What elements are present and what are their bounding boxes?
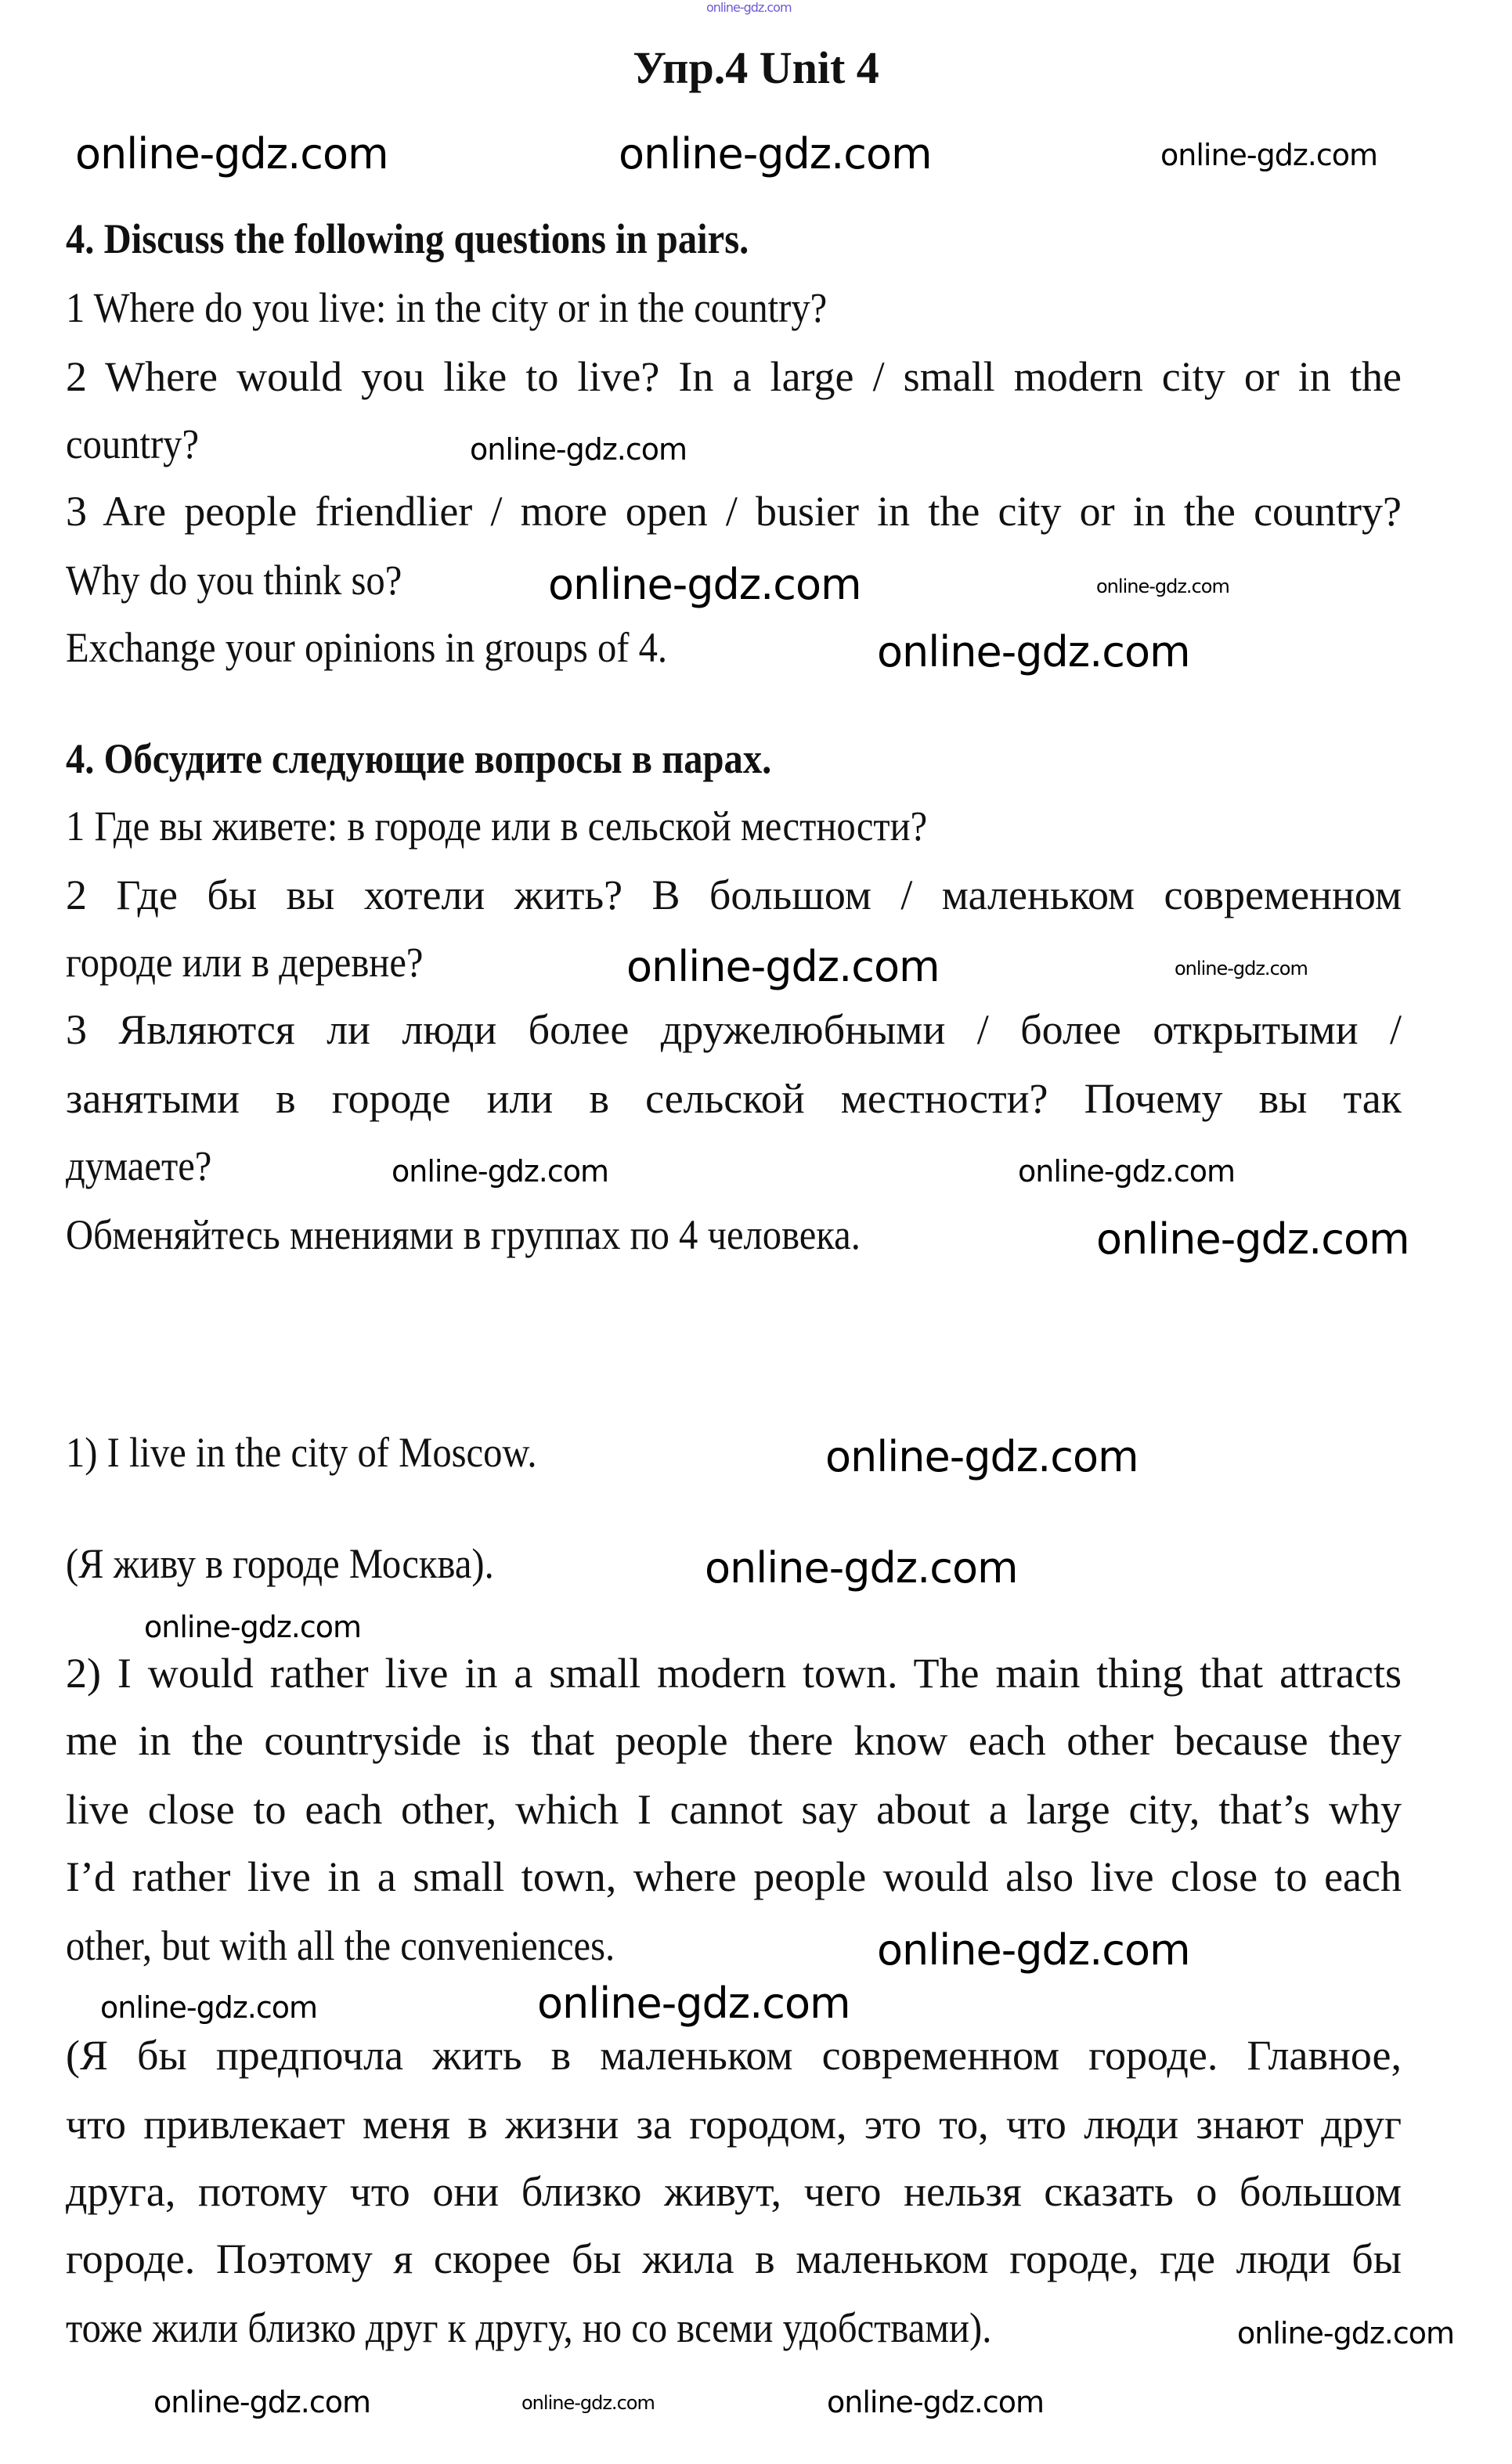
text-line: 1 Где вы живете: в городе или в сельской местности? [66, 803, 928, 850]
watermark: online-gdz.com [100, 1990, 318, 2025]
text-line: (Я бы предпочла жить в маленьком современном городе. Главное, [66, 2032, 1402, 2079]
section-heading: 4. Обсудите следующие вопросы в парах. [66, 735, 772, 782]
text-line: me in the countryside is that people there know each other because they [66, 1717, 1402, 1764]
watermark: online-gdz.com [1018, 1154, 1236, 1189]
watermark: online-gdz.com [1237, 2316, 1455, 2350]
text-line: 2 Где бы вы хотели жить? В большом / маленьком современном [66, 871, 1402, 918]
watermark: online-gdz.com [470, 432, 687, 467]
watermark: online-gdz.com [877, 1925, 1190, 1975]
section-heading: 4. Discuss the following questions in pairs. [66, 215, 749, 262]
text-line: 3 Are people friendlier / more open / busier in the city or in the country? [66, 488, 1402, 535]
watermark: online-gdz.com [1096, 575, 1229, 597]
text-line: 1) I live in the city of Moscow. [66, 1429, 537, 1476]
text-line: other, but with all the conveniences. [66, 1922, 615, 1969]
text-line: 3 Являются ли люди более дружелюбными / более открытыми / [66, 1006, 1402, 1053]
watermark: online-gdz.com [1175, 958, 1308, 979]
text-line: занятыми в городе или в сельской местности? Почему вы так [66, 1075, 1402, 1122]
text-line: (Я живу в городе Москва). [66, 1540, 494, 1587]
watermark-top: online-gdz.com [706, 0, 792, 15]
text-line: live close to each other, which I cannot say about a large city, that’s why [66, 1786, 1402, 1833]
text-line: тоже жили близко друг к другу, но со всеми удобствами). [66, 2304, 992, 2351]
watermark: online-gdz.com [153, 2385, 371, 2419]
text-line: думаете? [66, 1142, 212, 1189]
text-line: 1 Where do you live: in the city or in the country? [66, 284, 828, 331]
text-line: городе или в деревне? [66, 939, 424, 986]
watermark: online-gdz.com [1096, 1214, 1409, 1264]
watermark: online-gdz.com [548, 560, 861, 609]
text-line: country? [66, 420, 200, 467]
text-line: друга, потому что они близко живут, чего нельзя сказать о большом [66, 2168, 1402, 2215]
watermark: online-gdz.com [75, 129, 388, 179]
text-line: Обменяйтесь мнениями в группах по 4 человека. [66, 1211, 861, 1258]
text-line: что привлекает меня в жизни за городом, это то, что люди знают друг [66, 2101, 1402, 2148]
watermark: online-gdz.com [827, 2385, 1045, 2419]
text-line: Exchange your opinions in groups of 4. [66, 624, 668, 671]
watermark: online-gdz.com [705, 1543, 1018, 1593]
watermark: online-gdz.com [521, 2392, 655, 2414]
watermark: online-gdz.com [877, 627, 1190, 676]
watermark: online-gdz.com [825, 1432, 1139, 1481]
text-line: Why do you think so? [66, 557, 402, 604]
watermark: online-gdz.com [392, 1154, 609, 1189]
page-title: Упр.4 Unit 4 [633, 42, 879, 93]
text-line: I’d rather live in a small town, where people would also live close to each [66, 1853, 1402, 1900]
watermark: online-gdz.com [619, 129, 932, 179]
text-line: городе. Поэтому я скорее бы жила в маленьком городе, где люди бы [66, 2235, 1402, 2282]
watermark: online-gdz.com [626, 942, 940, 991]
watermark: online-gdz.com [1160, 138, 1378, 172]
text-line: 2 Where would you like to live? In a large / small modern city or in the [66, 353, 1402, 400]
text-line: 2) I would rather live in a small modern town. The main thing that attracts [66, 1650, 1402, 1697]
watermark: online-gdz.com [537, 1979, 850, 2028]
watermark: online-gdz.com [144, 1610, 362, 1644]
